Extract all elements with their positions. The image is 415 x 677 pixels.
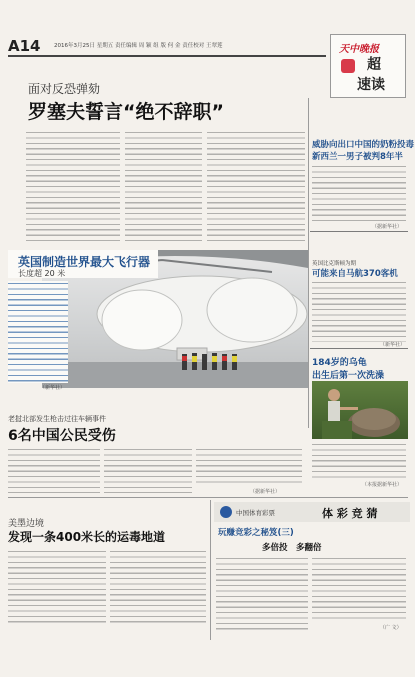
lao-kicker: 老挝北部发生枪击过往车辆事件 [8,415,106,423]
lottery-subtitle: 多倍投 多翻倍 [262,543,322,553]
main-story-col-3 [207,130,305,244]
side-story-3-headline-2: 出生后第一次洗澡 [312,371,385,381]
masthead-logo-box [330,34,406,98]
lottery-banner [214,502,410,522]
main-story-col-2 [125,130,202,244]
airship-text [8,281,68,383]
airship-subhead: 长度超 20 米 [18,269,66,278]
side-story-1-headline-2: 新西兰一男子被判8年半 [312,152,403,162]
lao-text-col-3 [196,447,302,487]
border-headline: 发现一条400米长的运毒地道 [8,530,166,544]
lao-credit: （据新华社） [250,489,281,495]
border-kicker: 美墨边境 [8,519,45,529]
masthead-date-line: 2016年3月25日 星期五 责任编辑 周 颖 组 版 何 金 责任校对 王翠莲 [54,43,223,49]
lottery-brand: 中国体育彩票 [236,509,275,517]
main-headline: 罗塞夫誓言“绝不辞职” [28,101,224,123]
main-story-col-1 [26,130,120,244]
lottery-text-col-1 [216,556,308,630]
side-story-3-text [312,442,406,478]
side-story-3-credit: （本报据新华社） [362,482,403,488]
border-text-col-1 [8,549,106,625]
side-story-2-headline: 可能来自马航370客机 [312,269,398,279]
lottery-section: 体 彩 竞 猜 [322,507,378,520]
side-story-2-kicker: 英国比克斯顿为期 [312,261,357,267]
logo-shape-icon [341,59,355,73]
lottery-logo-icon [220,506,232,518]
side-story-1-text [312,164,406,222]
lao-headline: 6名中国公民受伤 [8,428,116,444]
side-story-2-text [312,280,406,342]
airship-headline-box [8,250,158,278]
airship-headline: 英国制造世界最大飞行器 [18,255,151,269]
column-tag-1: 超 [367,57,381,73]
side-story-3-headline-1: 184岁的乌龟 [312,358,367,368]
masthead-logo: 天中晚报 [339,44,379,55]
airship-credit: （新华社） [40,385,66,391]
side-story-1-headline-1: 威胁向出口中国的奶粉投毒 [312,140,415,150]
lao-text-col-2 [104,447,192,493]
lao-text-col-1 [8,447,100,493]
page-number: A14 [8,37,41,55]
side-story-1-credit: （据新华社） [372,224,403,230]
main-kicker: 面对反恐弹劾 [28,82,101,96]
side-story-2-credit: （新华社） [380,342,406,348]
column-tag-2: 速读 [357,77,385,93]
tortoise-photo [312,381,408,439]
tortoise-illustration [312,381,408,439]
masthead-rule [8,55,326,57]
border-text-col-2 [110,549,206,625]
lottery-text-col-2 [312,556,406,622]
lottery-title: 玩赚竞彩之秘笈(三) [218,528,294,538]
lottery-credit: （广 文） [380,625,402,631]
